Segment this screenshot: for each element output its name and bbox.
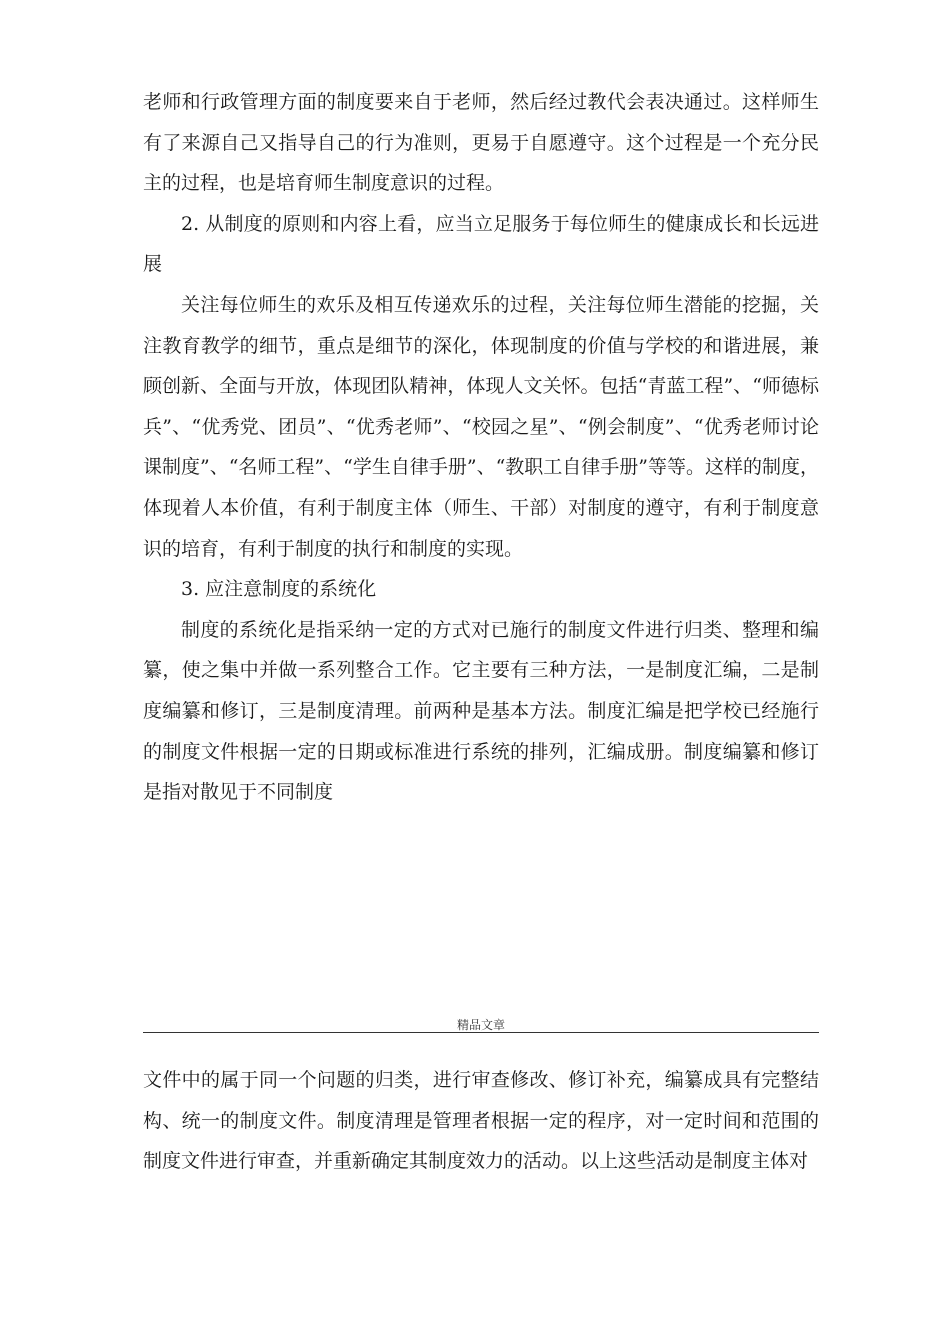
paragraph-section-2: 关注每位师生的欢乐及相互传递欢乐的过程，关注每位师生潜能的挖掘，关注教育教学的细节，重点是细节的深化，体现制度的价值与学校的和谐进展，兼顾创新、全面与开放，体现团队精神，体现人文关怀。包括“青蓝工程”、“师德标兵”、“优秀党、团员”、“优秀老师”、“校园之星”、“例会制度”、“优秀老师讨论课制度”、“名师工程”、“学生自律手册”、“教职工自律手册”等等。这样的制度，体现着人本价值，有利于制度主体（师生、干部）对制度的遵守，有利于制度意识的培育，有利于制度的执行和制度的实现。 <box>143 293 819 560</box>
paragraph-section-3: 制度的系统化是指采纳一定的方式对已施行的制度文件进行归类、整理和编纂，使之集中并做一系列整合工作。它主要有三种方法，一是制度汇编，二是制度编纂和修订，三是制度清理。前两种是基本方法。制度汇编是把学校已经施行的制度文件根据一定的日期或标准进行系统的排列，汇编成册。制度编纂和修订是指对散见于不同制度 <box>143 618 819 804</box>
page-footer-divider <box>143 1032 819 1033</box>
page-footer-label: 精品文章 <box>456 1018 505 1032</box>
paragraph-continuation: 老师和行政管理方面的制度要来自于老师，然后经过教代会表决通过。这样师生有了来源自己又指导自己的行为准则，更易于自愿遵守。这个过程是一个充分民主的过程，也是培育师生制度意识的过程。 <box>143 91 819 195</box>
document-page-1 <box>143 82 819 813</box>
paragraph-continuation-page-2: 文件中的属于同一个问题的归类，进行审查修改、修订补充，编纂成具有完整结构、统一的制度文件。制度清理是管理者根据一定的程序，对一定时间和范围的制度文件进行审查，并重新确定其制度效力的活动。以上这些活动是制度主体对 <box>143 1069 819 1173</box>
document-page-2 <box>143 1060 819 1182</box>
section-heading-3: 3. 应注意制度的系统化 <box>181 578 377 601</box>
section-heading-2: 2. 从制度的原则和内容上看，应当立足服务于每位师生的健康成长和长远进展 <box>143 212 819 276</box>
